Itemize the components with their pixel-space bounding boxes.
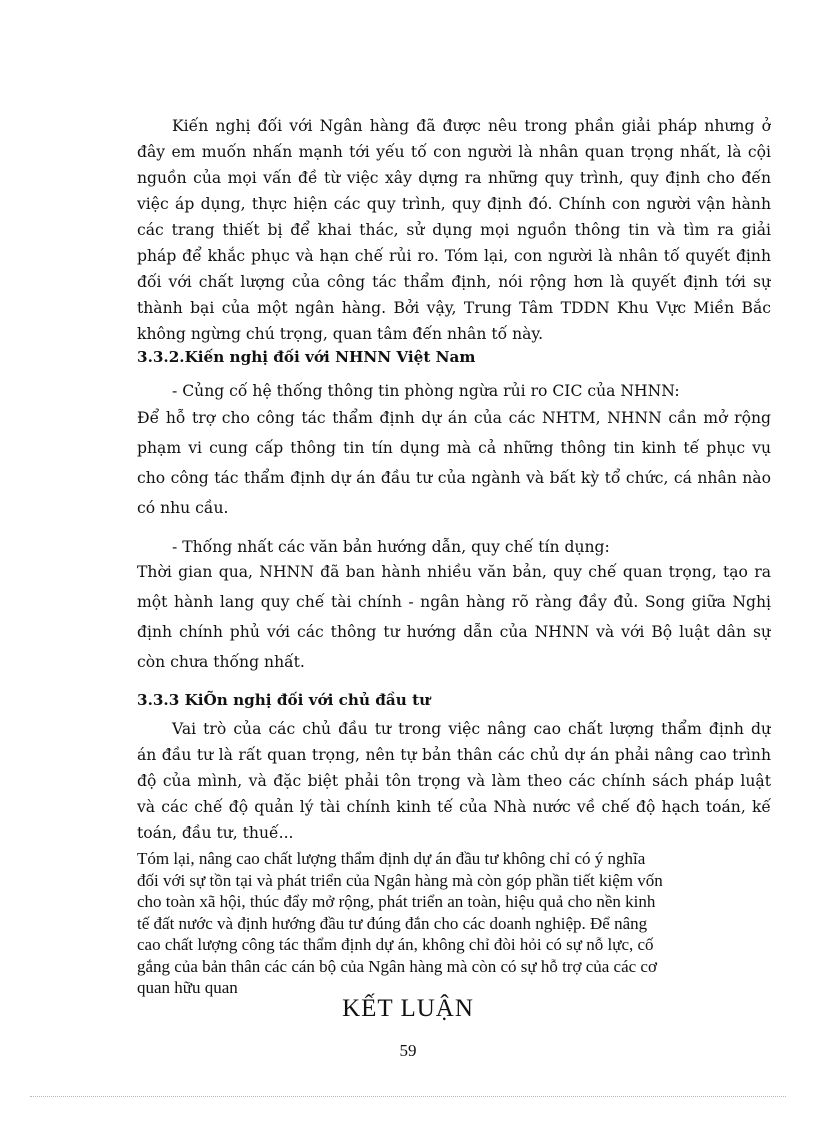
- text-line: án đầu tư là rất quan trọng, nên tự bản thân các chủ dự án phải nâng cao trình: [137, 746, 771, 764]
- paragraph-recommendation-bank: [137, 113, 771, 347]
- text-line: quan hữu quan: [137, 978, 238, 997]
- text-line: cho công tác thẩm định dự án đầu tư của ngành và bất kỳ tổ chức, cá nhân nào: [137, 469, 771, 487]
- text-line: tế đất nước và định hướng đầu tư đúng đắn cho các doanh nghiệp. Để nâng: [137, 913, 648, 933]
- text-line: một hành lang quy chế tài chính - ngân hàng rõ ràng đầy đủ. Song giữa Nghị: [137, 593, 771, 611]
- paragraph-cic: [137, 403, 771, 523]
- text-line: cao chất lượng công tác thẩm định dự án, không chỉ đòi hỏi có sự nỗ lực, cố: [137, 935, 654, 954]
- bullet-credit-regulations: - Thống nhất các văn bản hướng dẫn, quy chế tín dụng:: [172, 538, 610, 556]
- page-number: 59: [399, 1041, 417, 1060]
- text-line: Để hỗ trợ cho công tác thẩm định dự án của các NHTM, NHNN cần mở rộng: [137, 409, 771, 427]
- text-line: Kiến nghị đối với Ngân hàng đã được nêu trong phần giải pháp nhưng ở: [172, 117, 771, 135]
- text-line: đối với chất lượng của công tác thẩm định, nói rộng hơn là quyết định tới sự: [137, 273, 771, 291]
- text-line: Thời gian qua, NHNN đã ban hành nhiều văn bản, quy chế quan trọng, tạo ra: [137, 563, 771, 581]
- bullet-cic: - Củng cố hệ thống thông tin phòng ngừa rủi ro CIC của NHNN:: [172, 382, 680, 400]
- text-line: Vai trò của các chủ đầu tư trong việc nâng cao chất lượng thẩm định dự: [172, 720, 771, 738]
- text-line: gắng của bản thân các cán bộ của Ngân hàng mà còn có sự hỗ trợ của các cơ: [137, 956, 657, 976]
- text-line: đối với sự tồn tại và phát triển của Ngân hàng mà còn góp phần tiết kiệm vốn: [137, 870, 663, 890]
- conclusion-title: KẾT LUẬN: [342, 995, 474, 1022]
- section-heading-3-3-2: 3.3.2.Kiến nghị đối với NHNN Việt Nam: [137, 348, 476, 366]
- page-separator: [30, 1096, 786, 1097]
- text-line: còn chưa thống nhất.: [137, 653, 305, 671]
- text-line: các trang thiết bị để khai thác, sử dụng mọi nguồn thông tin và tìm ra giải: [137, 221, 771, 239]
- text-line: phạm vi cung cấp thông tin tín dụng mà cả những thông tin kinh tế phục vụ: [137, 439, 771, 457]
- text-line: có nhu cầu.: [137, 499, 229, 517]
- paragraph-summary: [137, 848, 771, 999]
- text-line: và các chế độ quản lý tài chính kinh tế của Nhà nước về chế độ hạch toán, kế: [137, 798, 771, 816]
- text-line: nguồn của mọi vấn đề từ việc xây dựng ra những quy trình, quy định cho đến: [137, 169, 771, 187]
- text-line: việc áp dụng, thực hiện các quy trình, quy định đó. Chính con người vận hành: [137, 195, 771, 213]
- text-line: thành bại của một ngân hàng. Bởi vậy, Trung Tâm TDDN Khu Vực Miền Bắc: [137, 299, 771, 317]
- text-line: không ngừng chú trọng, quan tâm đến nhân tố này.: [137, 325, 544, 343]
- text-line: định chính phủ với các thông tư hướng dẫn của NHNN và với Bộ luật dân sự: [137, 623, 771, 641]
- text-line: Tóm lại, nâng cao chất lượng thẩm định dự án đầu tư không chỉ có ý nghĩa: [137, 849, 646, 868]
- section-heading-3-3-3: 3.3.3 KiÕn nghị đối với chủ đầu tư: [137, 691, 431, 709]
- text-line: đây em muốn nhấn mạnh tới yếu tố con người là nhân quan trọng nhất, là cội: [137, 143, 771, 161]
- text-line: pháp để khắc phục và hạn chế rủi ro. Tóm lại, con người là nhân tố quyết định: [137, 247, 771, 265]
- paragraph-investor: [137, 716, 771, 846]
- text-line: cho toàn xã hội, thúc đẩy mở rộng, phát triển an toàn, hiệu quả cho nền kinh: [137, 892, 656, 911]
- paragraph-regulations: [137, 557, 771, 677]
- text-line: toán, đầu tư, thuế...: [137, 824, 294, 842]
- text-line: độ của mình, và đặc biệt phải tôn trọng và làm theo các chính sách pháp luật: [137, 772, 771, 790]
